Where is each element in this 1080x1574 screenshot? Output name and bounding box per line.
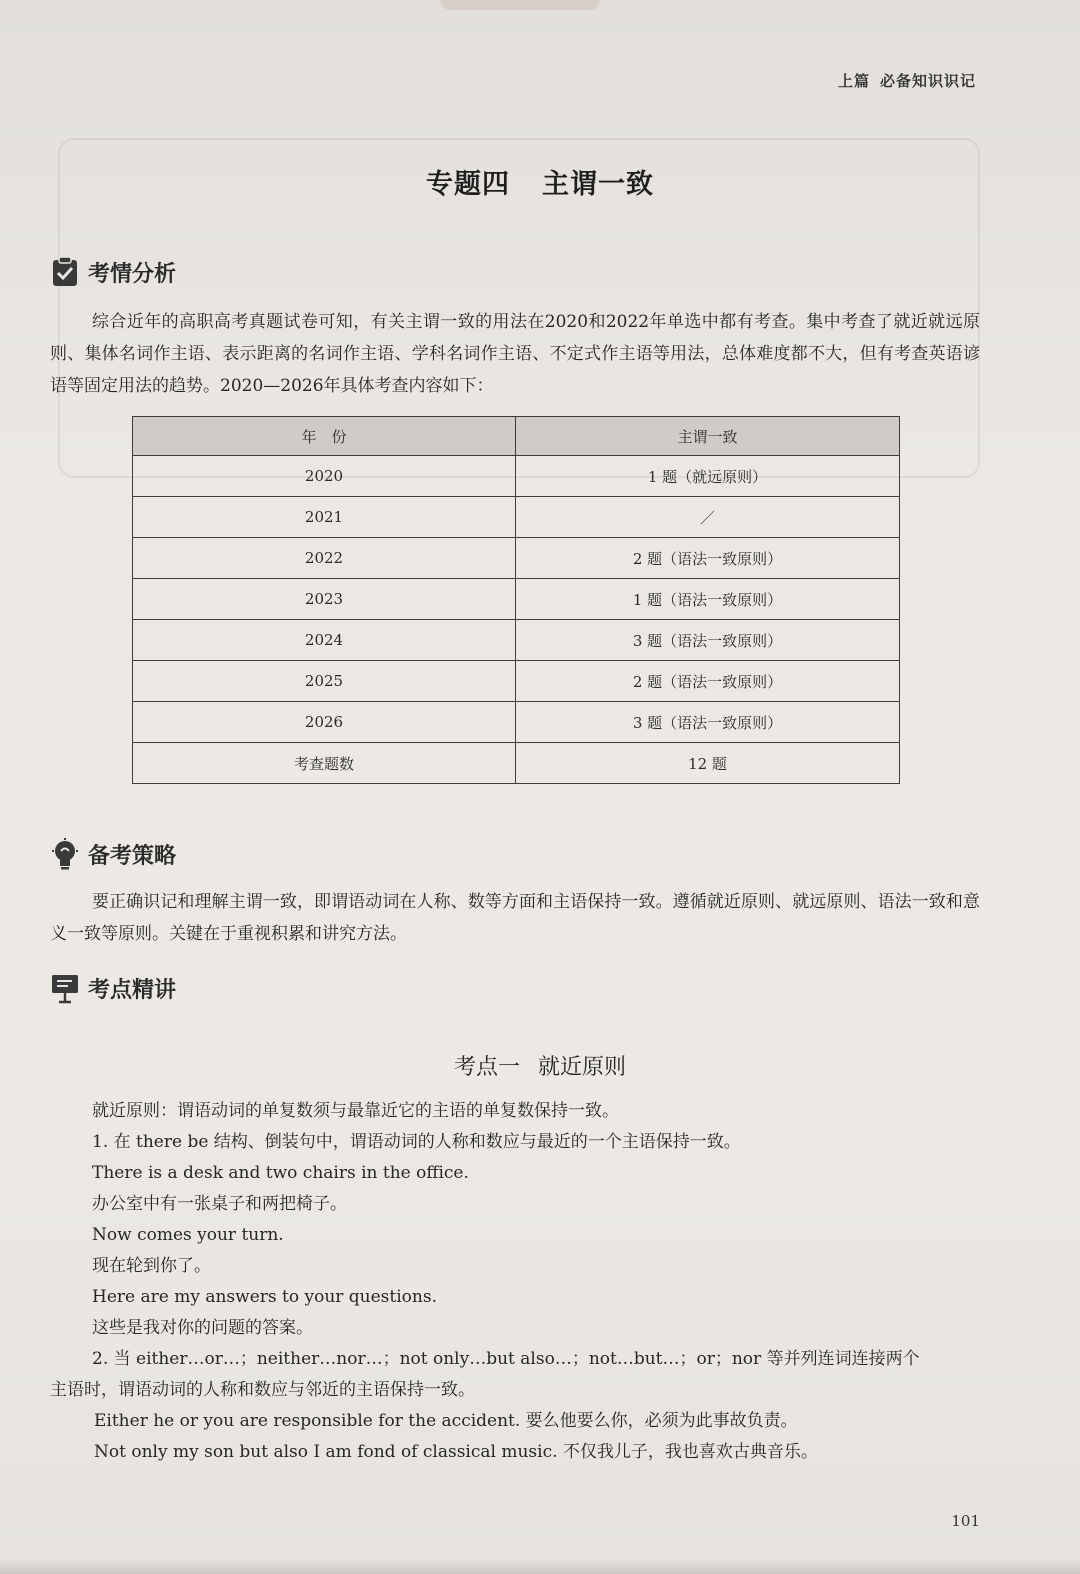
table-cell: 2021	[133, 497, 516, 538]
body-line: 就近原则：谓语动词的单复数须与最靠近它的主语的单复数保持一致。	[92, 1101, 619, 1121]
table-cell: 2024	[133, 620, 516, 661]
table-cell: 1 题（就远原则）	[516, 456, 900, 497]
header-part: 上篇	[837, 72, 870, 90]
body-line: 这些是我对你的问题的答案。	[92, 1318, 313, 1338]
table-cell: 2026	[133, 702, 516, 743]
section-title: 备考策略	[88, 843, 177, 869]
table-cell: 2025	[133, 661, 516, 702]
table-cell: ／	[516, 497, 900, 538]
section-heading-strategy	[50, 838, 176, 870]
table-row	[133, 579, 900, 620]
section-heading-lecture	[50, 972, 176, 1004]
table-cell: 考查题数	[133, 743, 516, 784]
table-cell: 1 题（语法一致原则）	[516, 579, 900, 620]
presentation-board-icon	[50, 972, 80, 1004]
topic-title	[0, 1050, 1080, 1081]
header-section: 必备知识识记	[879, 72, 976, 90]
topic-number: 考点一	[453, 1055, 520, 1080]
table-cell: 12 题	[516, 743, 900, 784]
exam-stats-table	[132, 416, 900, 784]
body-line: 2. 当 either…or…；neither…nor…；not only…but also…；not…but…；or；nor 等并列连词连接两个	[92, 1349, 920, 1369]
table-row-total	[133, 743, 900, 784]
section-heading-analysis	[50, 256, 176, 288]
body-line: Now comes your turn.	[92, 1225, 284, 1245]
lightbulb-icon	[50, 838, 80, 870]
table-row	[133, 661, 900, 702]
table-cell: 2022	[133, 538, 516, 579]
table-cell: 2023	[133, 579, 516, 620]
running-header	[838, 70, 976, 91]
table-cell: 3 题（语法一致原则）	[516, 620, 900, 661]
clipboard-icon	[50, 256, 80, 288]
section-title: 考情分析	[88, 261, 177, 287]
body-line: 现在轮到你了。	[92, 1256, 211, 1276]
table-cell: 3 题（语法一致原则）	[516, 702, 900, 743]
table-row	[133, 497, 900, 538]
body-line: 办公室中有一张桌子和两把椅子。	[92, 1194, 347, 1214]
analysis-text: 综合近年的高职高考真题试卷可知，有关主谓一致的用法在2020和2022年单选中都有考查。集中考查了就近就远原则、集体名词作主语、表示距离的名词作主语、学科名词作主语、不定式作主语等用法，总体难度都不大，但有考查英语谚语等固定用法的趋势。2020—2026年具体考查内容如下：	[50, 312, 980, 396]
body-line: There is a desk and two chairs in the office.	[92, 1163, 469, 1183]
chapter-title	[0, 162, 1080, 201]
page-number: 101	[951, 1512, 980, 1530]
topic-body	[50, 1096, 985, 1468]
strategy-text: 要正确识记和理解主谓一致，即谓语动词在人称、数等方面和主语保持一致。遵循就近原则、就远原则、语法一致和意义一致等原则。关键在于重视积累和讲究方法。	[50, 892, 980, 944]
section-title: 考点精讲	[88, 977, 177, 1003]
body-line: 1. 在 there be 结构、倒装句中，谓语动词的人称和数应与最近的一个主语保持一致。	[92, 1132, 741, 1152]
table-row	[133, 620, 900, 661]
table-row	[133, 456, 900, 497]
topic-name: 就近原则	[538, 1055, 627, 1080]
table-cell: 2020	[133, 456, 516, 497]
body-line: 主语时，谓语动词的人称和数应与邻近的主语保持一致。	[50, 1380, 475, 1400]
chapter-number: 专题四	[426, 169, 510, 200]
table-header-year: 年 份	[133, 417, 516, 456]
page-bottom-shadow	[0, 1558, 1080, 1574]
body-line: Not only my son but also I am fond of classical music. 不仅我儿子，我也喜欢古典音乐。	[94, 1442, 818, 1462]
page-edge-shadow	[440, 0, 600, 10]
table-header-row	[133, 417, 900, 456]
analysis-paragraph	[50, 306, 980, 402]
chapter-name: 主谓一致	[542, 169, 654, 200]
table-header-topic: 主谓一致	[516, 417, 900, 456]
table-cell: 2 题（语法一致原则）	[516, 661, 900, 702]
strategy-paragraph	[50, 886, 980, 950]
table-row	[133, 702, 900, 743]
body-line: Either he or you are responsible for the accident. 要么他要么你，必须为此事故负责。	[94, 1411, 798, 1431]
table-cell: 2 题（语法一致原则）	[516, 538, 900, 579]
body-line: Here are my answers to your questions.	[92, 1287, 437, 1307]
table-row	[133, 538, 900, 579]
